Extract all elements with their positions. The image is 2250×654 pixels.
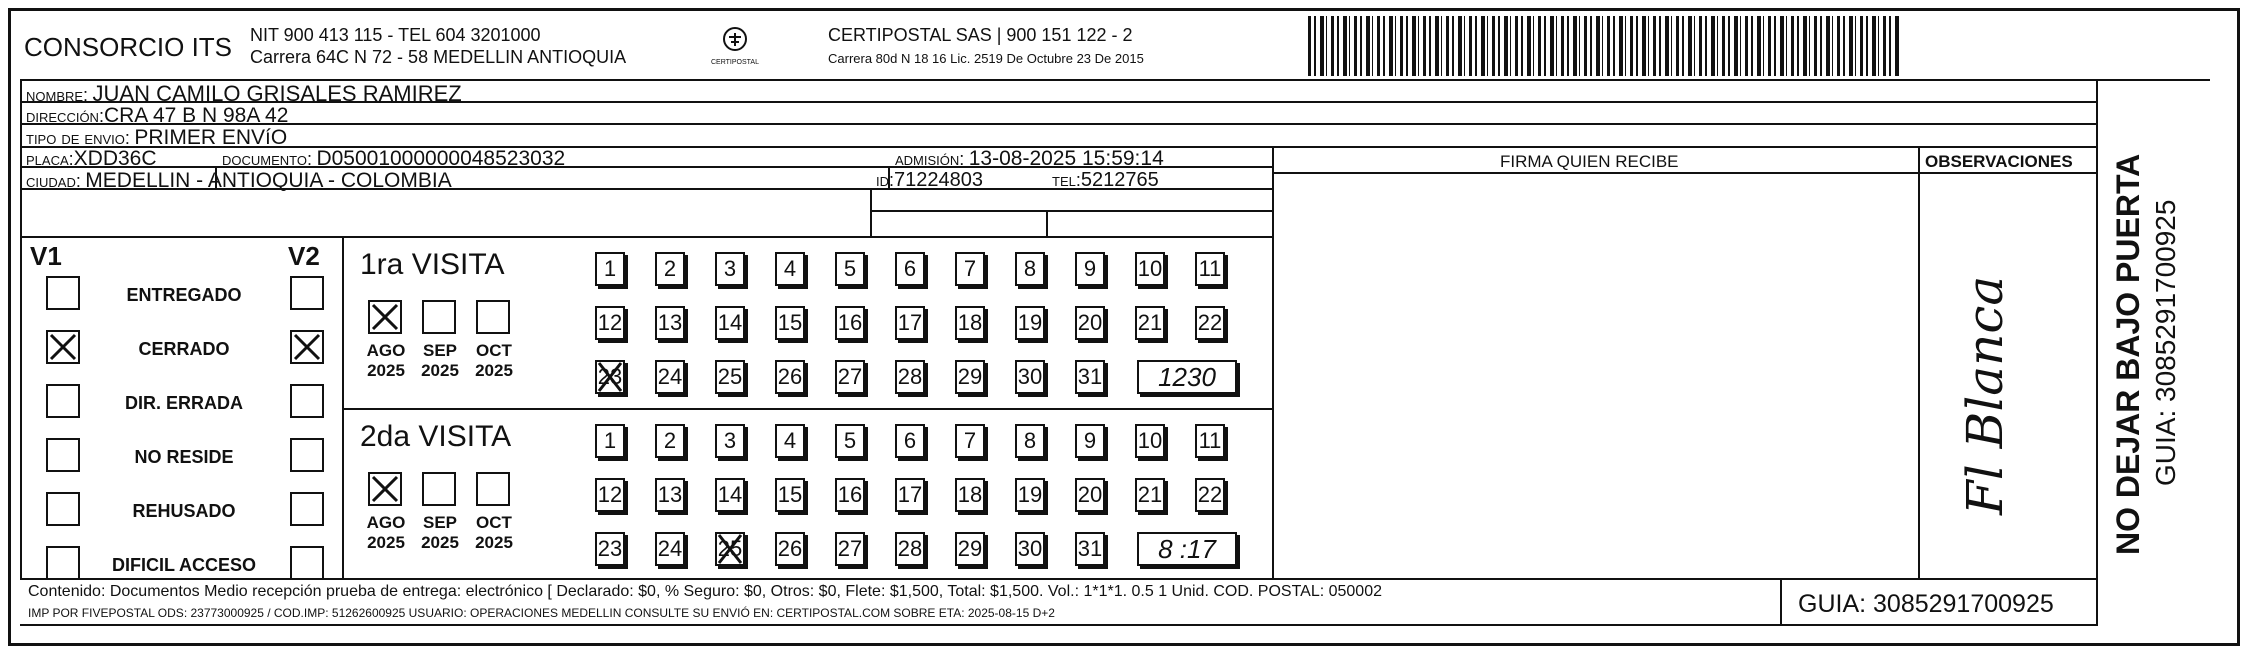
company-address: Carrera 64C N 72 - 58 MEDELLIN ANTIOQUIA (250, 47, 627, 67)
day-box[interactable]: 20 (1075, 306, 1105, 340)
col-divider (870, 188, 872, 236)
placa-cell (26, 148, 157, 169)
certipostal-line: CERTIPOSTAL SAS | 900 151 122 - 2 (828, 25, 1133, 45)
nombre-row (26, 83, 462, 105)
day-box[interactable]: 7 (955, 424, 985, 458)
month-check-mark (370, 302, 400, 332)
v1-label: V1 (30, 241, 62, 271)
admision-label: admisión: (895, 149, 965, 169)
day-box[interactable]: 19 (1015, 478, 1045, 512)
observaciones-header: OBSERVACIONES (1925, 152, 2073, 171)
tel-cell (1052, 170, 1159, 190)
day-box[interactable]: 19 (1015, 306, 1045, 340)
day-box[interactable]: 25 (715, 360, 745, 394)
day-box[interactable]: 10 (1135, 424, 1165, 458)
month-label: OCT (476, 341, 512, 360)
day-box[interactable]: 24 (655, 360, 685, 394)
day-box[interactable]: 11 (1195, 424, 1225, 458)
day-box[interactable]: 3 (715, 252, 745, 286)
day-box[interactable]: 1 (595, 424, 625, 458)
col-divider (1046, 210, 1048, 236)
placa-value: XDD36C (73, 147, 157, 170)
year-label: 2025 (475, 533, 513, 552)
handwritten-signature: Fl Blanca (1956, 275, 2014, 515)
admision-cell (895, 148, 1164, 169)
day-box[interactable]: 22 (1195, 306, 1225, 340)
status-label: DIFICIL ACCESO (111, 555, 256, 575)
ciudad-row (26, 170, 452, 191)
day-box[interactable]: 13 (655, 306, 685, 340)
v2-checkbox[interactable] (290, 438, 324, 472)
row-divider (20, 236, 1272, 238)
visit-title: 1ra VISITA (360, 248, 505, 281)
nit-line: NIT 900 413 115 - TEL 604 3201000 (250, 25, 541, 45)
v1-checkbox[interactable] (46, 492, 80, 526)
day-box[interactable]: 21 (1135, 306, 1165, 340)
day-box[interactable]: 15 (775, 306, 805, 340)
day-box[interactable]: 10 (1135, 252, 1165, 286)
day-box[interactable]: 5 (835, 252, 865, 286)
status-label: CERRADO (138, 339, 230, 359)
status-label: NO RESIDE (134, 447, 234, 467)
tipo-envio-value: PRIMER ENVíO (134, 126, 288, 149)
day-check-mark (596, 360, 624, 394)
direccion-label: dirección: (26, 106, 104, 126)
certipostal-logo-icon (720, 24, 750, 54)
v1-check-mark (48, 332, 78, 362)
v1-checkbox[interactable] (46, 276, 80, 310)
day-box[interactable]: 3 (715, 424, 745, 458)
day-box[interactable]: 5 (835, 424, 865, 458)
nombre-value: JUAN CAMILO GRISALES RAMIREZ (92, 81, 462, 106)
day-box[interactable]: 18 (955, 478, 985, 512)
id-value: 71224803 (894, 169, 983, 191)
left-border (20, 79, 22, 580)
day-box[interactable]: 9 (1075, 424, 1105, 458)
nombre-label: nombre: (26, 85, 89, 105)
month-checkbox[interactable] (476, 300, 510, 334)
day-box[interactable]: 16 (835, 306, 865, 340)
sign-header-divider (1272, 172, 2098, 174)
day-check-mark (716, 532, 744, 566)
day-box[interactable]: 17 (895, 478, 925, 512)
day-box[interactable]: 27 (835, 360, 865, 394)
year-label: 2025 (421, 361, 459, 380)
month-label: SEP (422, 341, 458, 360)
documento-value: D05001000000048523032 (316, 147, 566, 170)
day-box[interactable]: 26 (775, 532, 805, 566)
day-box[interactable]: 7 (955, 252, 985, 286)
tel-value: 5212765 (1080, 169, 1159, 191)
status-label: ENTREGADO (126, 285, 242, 305)
day-box[interactable]: 26 (775, 360, 805, 394)
firma-header: FIRMA QUIEN RECIBE (1500, 152, 1679, 171)
day-box[interactable]: 31 (1075, 360, 1105, 394)
placa-label: placa: (26, 149, 74, 169)
barcode (1308, 16, 1900, 76)
v2-checkbox[interactable] (290, 384, 324, 418)
v1-checkbox[interactable] (46, 384, 80, 418)
col-divider (1780, 578, 1782, 626)
day-box[interactable]: 16 (835, 478, 865, 512)
day-box[interactable]: 28 (895, 360, 925, 394)
v2-checkbox[interactable] (290, 492, 324, 526)
direccion-row (26, 105, 288, 126)
day-box[interactable]: 13 (655, 478, 685, 512)
month-label: OCT (476, 513, 512, 532)
day-box[interactable]: 6 (895, 252, 925, 286)
v2-label: V2 (288, 241, 320, 271)
day-box[interactable]: 31 (1075, 532, 1105, 566)
day-box[interactable]: 30 (1015, 532, 1045, 566)
id-label: id: (876, 170, 895, 190)
day-box[interactable]: 4 (775, 252, 805, 286)
visit-divider (342, 408, 1272, 410)
day-box[interactable]: 23 (595, 360, 625, 394)
v2-check-mark (292, 332, 322, 362)
guia-box: GUIA: 3085291700925 (1798, 590, 2054, 618)
day-box[interactable]: 18 (955, 306, 985, 340)
day-box[interactable]: 23 (595, 532, 625, 566)
day-box[interactable]: 29 (955, 360, 985, 394)
day-box[interactable]: 12 (595, 478, 625, 512)
col-divider (1272, 146, 1274, 580)
day-box[interactable]: 11 (1195, 252, 1225, 286)
documento-cell (222, 148, 565, 169)
month-checkbox[interactable] (476, 472, 510, 506)
year-label: 2025 (367, 533, 405, 552)
month-checkbox[interactable] (422, 472, 456, 506)
tel-label: tel: (1052, 170, 1081, 190)
time-box[interactable]: 8 :17 (1137, 532, 1237, 566)
day-box[interactable]: 8 (1015, 424, 1045, 458)
day-box[interactable]: 14 (715, 478, 745, 512)
day-box[interactable]: 4 (775, 424, 805, 458)
id-cell (876, 170, 983, 190)
month-checkbox[interactable] (422, 300, 456, 334)
ciudad-label: ciudad: (26, 171, 81, 191)
month-check-mark (370, 474, 400, 504)
tipo-envio-label: tipo de envio: (26, 128, 130, 148)
day-box[interactable]: 12 (595, 306, 625, 340)
row-divider (870, 210, 1272, 212)
no-dejar-bajo-puerta: NO DEJAR BAJO PUERTA (2110, 153, 2146, 555)
imp-line: IMP POR FIVEPOSTAL ODS: 23773000925 / COD.IMP: 51262600925 USUARIO: OPERACIONES MEDELLIN CONSULTE SU ENVIÓ EN: CERTIPOSTAL.COM SOBRE ETA: 2025-08-15 D+2 (28, 606, 1055, 620)
v2-checkbox[interactable] (290, 276, 324, 310)
admision-value: 13-08-2025 15:59:14 (968, 147, 1164, 170)
day-box[interactable]: 2 (655, 252, 685, 286)
visit-title: 2da VISITA (360, 420, 512, 453)
status-label: REHUSADO (132, 501, 236, 521)
footer-divider (20, 578, 2098, 580)
month-label: AGO (366, 513, 406, 532)
day-box[interactable]: 21 (1135, 478, 1165, 512)
day-box[interactable]: 29 (955, 532, 985, 566)
day-box[interactable]: 17 (895, 306, 925, 340)
day-box[interactable]: 24 (655, 532, 685, 566)
day-box[interactable]: 14 (715, 306, 745, 340)
time-box[interactable]: 1230 (1137, 360, 1237, 394)
day-box[interactable]: 1 (595, 252, 625, 286)
side-guia: GUIA: 3085291700925 (2150, 199, 2181, 486)
day-box[interactable]: 9 (1075, 252, 1105, 286)
documento-label: documento: (222, 149, 312, 169)
company-name: CONSORCIO ITS (24, 32, 233, 62)
day-box[interactable]: 27 (835, 532, 865, 566)
bottom-border (20, 624, 2098, 626)
day-box[interactable]: 30 (1015, 360, 1045, 394)
year-label: 2025 (367, 361, 405, 380)
year-label: 2025 (421, 533, 459, 552)
right-border (2096, 79, 2098, 626)
day-box[interactable]: 22 (1195, 478, 1225, 512)
row-divider (20, 123, 2098, 125)
year-label: 2025 (475, 361, 513, 380)
contenido-text: Contenido: Documentos Medio recepción prueba de entrega: electrónico [ Declarado: $0, % Seguro: $0, Otros: $0, Flete: $1,500, Total: $1,500. Vol.: 1*1*1. 0.5 1 Unid. COD. POSTAL: 050002 (28, 583, 1382, 600)
v2-checkbox[interactable] (290, 546, 324, 580)
col-divider (1918, 146, 1920, 580)
tipo-envio-row (26, 127, 287, 148)
day-box[interactable]: 8 (1015, 252, 1045, 286)
v1-checkbox[interactable] (46, 438, 80, 472)
certipostal-logo-text: CERTIPOSTAL (711, 59, 759, 66)
month-label: SEP (422, 513, 458, 532)
direccion-value: CRA 47 B N 98A 42 (103, 104, 289, 127)
ciudad-value: MEDELLIN - ANTIOQUIA - COLOMBIA (85, 169, 452, 192)
day-box[interactable]: 6 (895, 424, 925, 458)
certipostal-logo (708, 24, 762, 72)
day-box[interactable]: 28 (895, 532, 925, 566)
v1-checkbox[interactable] (46, 546, 80, 580)
certipostal-license: Carrera 80d N 18 16 Lic. 2519 De Octubre 23 De 2015 (828, 51, 1144, 66)
day-box[interactable]: 2 (655, 424, 685, 458)
status-label: DIR. ERRADA (124, 393, 243, 413)
month-label: AGO (366, 341, 406, 360)
day-box[interactable]: 20 (1075, 478, 1105, 512)
day-box[interactable]: 15 (775, 478, 805, 512)
day-box[interactable]: 25 (715, 532, 745, 566)
